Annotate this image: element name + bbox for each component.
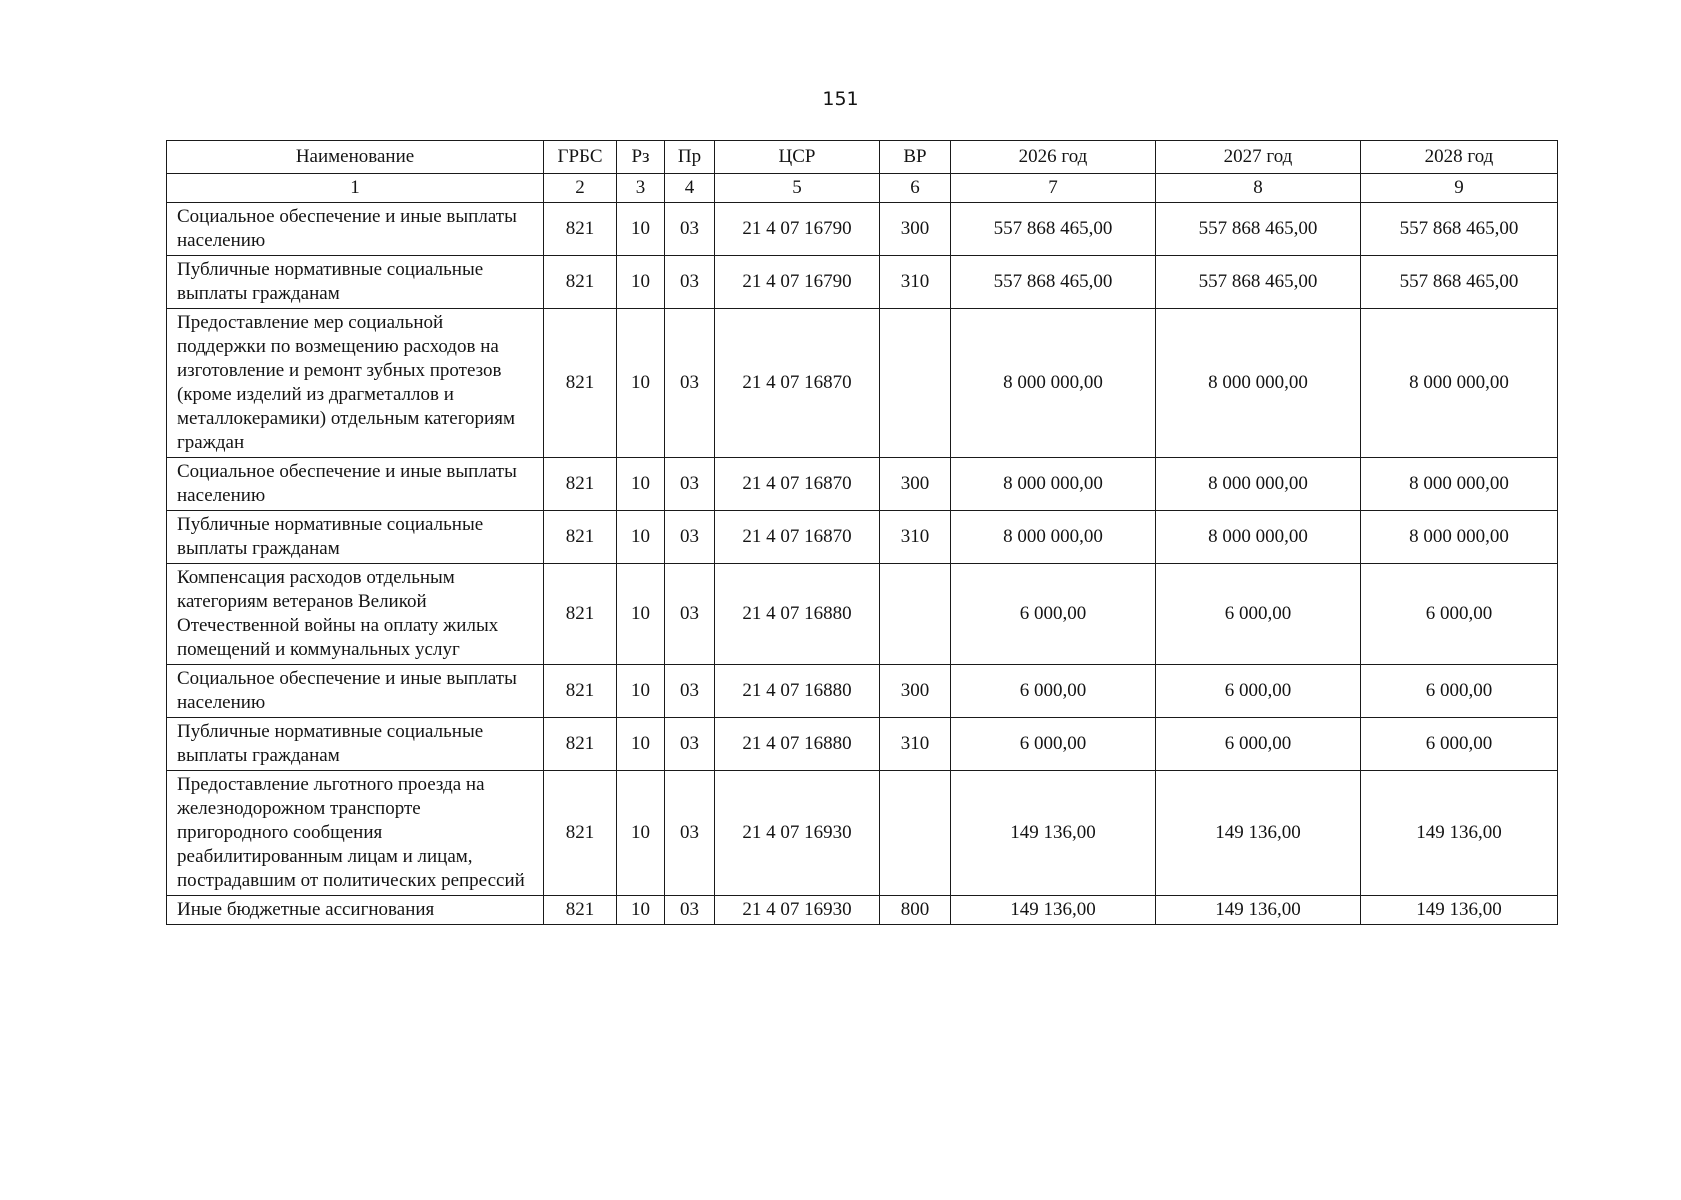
cell-amount-2026: 6 000,00	[951, 665, 1156, 718]
cell-amount-2028: 6 000,00	[1361, 665, 1558, 718]
cell-pr: 03	[665, 511, 715, 564]
header-rz: Рз	[617, 141, 665, 174]
cell-pr: 03	[665, 564, 715, 665]
cell-amount-2027: 557 868 465,00	[1156, 256, 1361, 309]
cell-csr: 21 4 07 16790	[715, 256, 880, 309]
cell-grbs: 821	[544, 896, 617, 925]
cell-amount-2026: 8 000 000,00	[951, 458, 1156, 511]
cell-amount-2027: 8 000 000,00	[1156, 511, 1361, 564]
column-number: 8	[1156, 174, 1361, 203]
cell-grbs: 821	[544, 458, 617, 511]
table-row	[167, 309, 1558, 458]
column-number: 2	[544, 174, 617, 203]
cell-amount-2028: 557 868 465,00	[1361, 256, 1558, 309]
cell-amount-2027: 149 136,00	[1156, 896, 1361, 925]
cell-amount-2027: 6 000,00	[1156, 718, 1361, 771]
cell-name: Предоставление мер социальной поддержки по возмещению расходов на изготовление и ремонт зубных протезов (кроме изделий из драгметаллов и металлокерамики) отдельным категориям граждан	[167, 309, 544, 458]
column-number: 1	[167, 174, 544, 203]
cell-vr: 310	[880, 511, 951, 564]
table-row	[167, 896, 1558, 925]
table-row	[167, 665, 1558, 718]
header-pr: Пр	[665, 141, 715, 174]
cell-name: Публичные нормативные социальные выплаты гражданам	[167, 511, 544, 564]
table-row	[167, 718, 1558, 771]
column-number: 4	[665, 174, 715, 203]
cell-vr: 300	[880, 665, 951, 718]
cell-amount-2028: 149 136,00	[1361, 896, 1558, 925]
header-csr: ЦСР	[715, 141, 880, 174]
table-row	[167, 458, 1558, 511]
cell-csr: 21 4 07 16880	[715, 665, 880, 718]
cell-vr: 310	[880, 718, 951, 771]
column-number-row	[167, 174, 1558, 203]
table-row	[167, 256, 1558, 309]
budget-table	[166, 140, 1558, 925]
cell-rz: 10	[617, 203, 665, 256]
cell-amount-2027: 557 868 465,00	[1156, 203, 1361, 256]
cell-csr: 21 4 07 16870	[715, 458, 880, 511]
cell-amount-2028: 8 000 000,00	[1361, 458, 1558, 511]
header-2028: 2028 год	[1361, 141, 1558, 174]
cell-rz: 10	[617, 309, 665, 458]
cell-rz: 10	[617, 458, 665, 511]
cell-amount-2028: 6 000,00	[1361, 564, 1558, 665]
cell-grbs: 821	[544, 256, 617, 309]
cell-rz: 10	[617, 564, 665, 665]
cell-amount-2028: 8 000 000,00	[1361, 309, 1558, 458]
page-number: 151	[822, 88, 859, 110]
cell-vr: 310	[880, 256, 951, 309]
cell-csr: 21 4 07 16930	[715, 771, 880, 896]
header-name: Наименование	[167, 141, 544, 174]
cell-amount-2027: 6 000,00	[1156, 665, 1361, 718]
cell-amount-2027: 8 000 000,00	[1156, 309, 1361, 458]
cell-vr	[880, 771, 951, 896]
cell-amount-2026: 6 000,00	[951, 718, 1156, 771]
cell-vr: 300	[880, 458, 951, 511]
column-number: 3	[617, 174, 665, 203]
cell-pr: 03	[665, 665, 715, 718]
cell-vr: 800	[880, 896, 951, 925]
cell-amount-2026: 8 000 000,00	[951, 309, 1156, 458]
table-row	[167, 771, 1558, 896]
cell-name: Публичные нормативные социальные выплаты гражданам	[167, 718, 544, 771]
cell-pr: 03	[665, 896, 715, 925]
header-vr: ВР	[880, 141, 951, 174]
cell-name: Социальное обеспечение и иные выплаты населению	[167, 458, 544, 511]
cell-amount-2028: 557 868 465,00	[1361, 203, 1558, 256]
cell-grbs: 821	[544, 771, 617, 896]
table-row	[167, 511, 1558, 564]
cell-pr: 03	[665, 203, 715, 256]
cell-rz: 10	[617, 511, 665, 564]
column-number: 5	[715, 174, 880, 203]
cell-rz: 10	[617, 896, 665, 925]
cell-name: Иные бюджетные ассигнования	[167, 896, 544, 925]
cell-amount-2028: 149 136,00	[1361, 771, 1558, 896]
cell-amount-2027: 8 000 000,00	[1156, 458, 1361, 511]
cell-rz: 10	[617, 718, 665, 771]
cell-csr: 21 4 07 16870	[715, 511, 880, 564]
cell-amount-2026: 557 868 465,00	[951, 256, 1156, 309]
cell-grbs: 821	[544, 665, 617, 718]
cell-grbs: 821	[544, 309, 617, 458]
cell-name: Компенсация расходов отдельным категориям ветеранов Великой Отечественной войны на оплату жилых помещений и коммунальных услуг	[167, 564, 544, 665]
cell-vr	[880, 309, 951, 458]
cell-rz: 10	[617, 256, 665, 309]
cell-amount-2026: 6 000,00	[951, 564, 1156, 665]
cell-amount-2026: 149 136,00	[951, 896, 1156, 925]
table-row	[167, 203, 1558, 256]
column-number: 9	[1361, 174, 1558, 203]
column-number: 6	[880, 174, 951, 203]
cell-name: Публичные нормативные социальные выплаты гражданам	[167, 256, 544, 309]
table-row	[167, 564, 1558, 665]
cell-amount-2026: 8 000 000,00	[951, 511, 1156, 564]
header-2027: 2027 год	[1156, 141, 1361, 174]
cell-grbs: 821	[544, 564, 617, 665]
cell-amount-2027: 149 136,00	[1156, 771, 1361, 896]
header-row	[167, 141, 1558, 174]
cell-name: Предоставление льготного проезда на железнодорожном транспорте пригородного сообщения реабилитированным лицам и лицам, пострадавшим от политических репрессий	[167, 771, 544, 896]
cell-name: Социальное обеспечение и иные выплаты населению	[167, 665, 544, 718]
cell-amount-2027: 6 000,00	[1156, 564, 1361, 665]
cell-csr: 21 4 07 16880	[715, 564, 880, 665]
cell-grbs: 821	[544, 511, 617, 564]
cell-grbs: 821	[544, 203, 617, 256]
header-2026: 2026 год	[951, 141, 1156, 174]
cell-pr: 03	[665, 309, 715, 458]
cell-amount-2028: 8 000 000,00	[1361, 511, 1558, 564]
cell-amount-2028: 6 000,00	[1361, 718, 1558, 771]
cell-rz: 10	[617, 771, 665, 896]
cell-pr: 03	[665, 458, 715, 511]
cell-csr: 21 4 07 16790	[715, 203, 880, 256]
column-number: 7	[951, 174, 1156, 203]
cell-pr: 03	[665, 256, 715, 309]
cell-amount-2026: 149 136,00	[951, 771, 1156, 896]
cell-rz: 10	[617, 665, 665, 718]
header-grbs: ГРБС	[544, 141, 617, 174]
cell-csr: 21 4 07 16930	[715, 896, 880, 925]
cell-pr: 03	[665, 718, 715, 771]
cell-csr: 21 4 07 16870	[715, 309, 880, 458]
cell-amount-2026: 557 868 465,00	[951, 203, 1156, 256]
cell-csr: 21 4 07 16880	[715, 718, 880, 771]
cell-vr	[880, 564, 951, 665]
cell-pr: 03	[665, 771, 715, 896]
cell-grbs: 821	[544, 718, 617, 771]
cell-name: Социальное обеспечение и иные выплаты населению	[167, 203, 544, 256]
cell-vr: 300	[880, 203, 951, 256]
